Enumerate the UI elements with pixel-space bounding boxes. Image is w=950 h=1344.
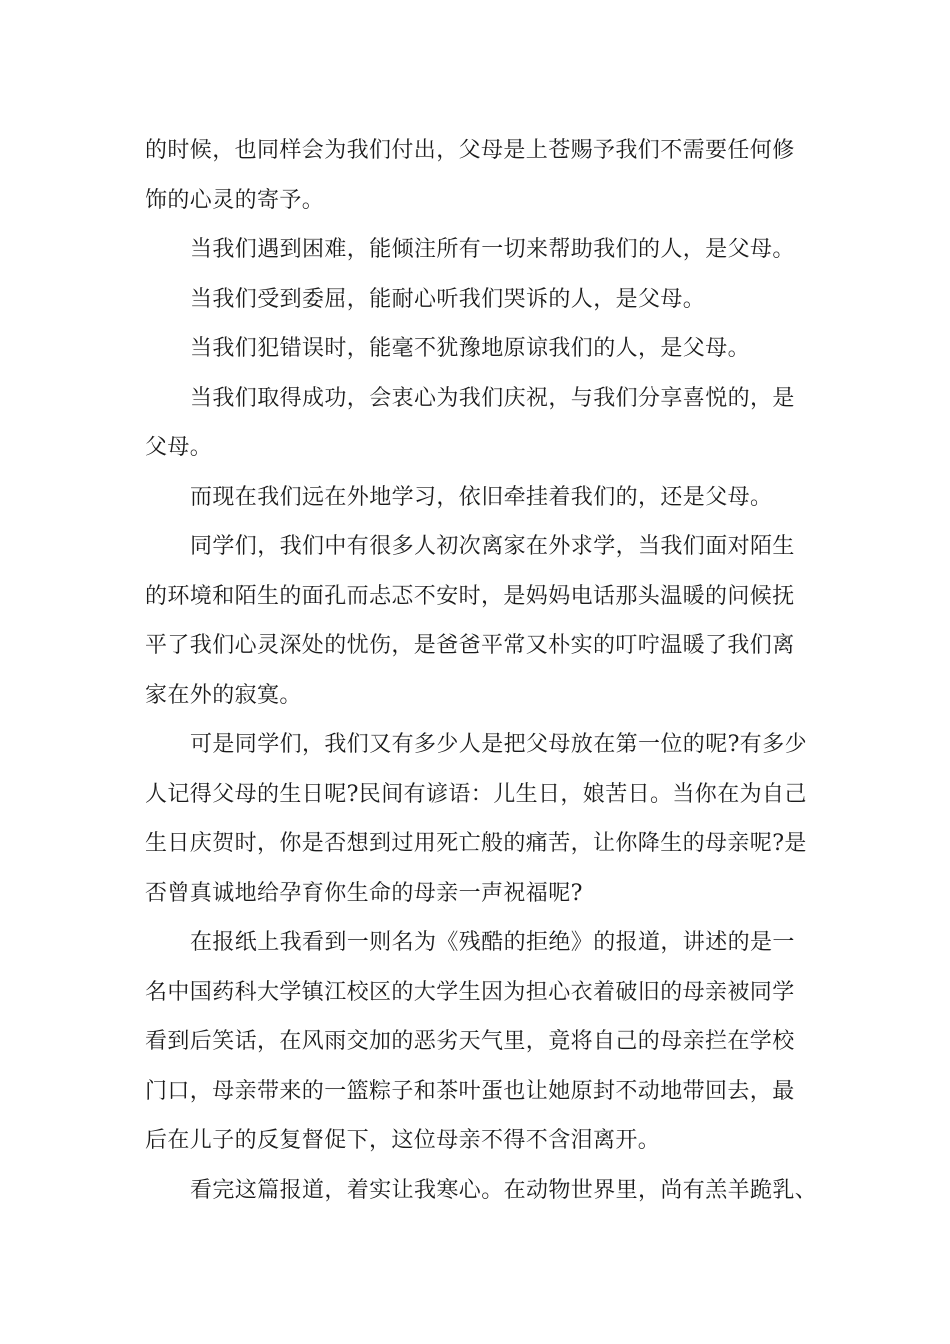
text-line: 家在外的寂寞。 (145, 682, 302, 708)
text-line: 当我们犯错误时，能毫不犹豫地原谅我们的人，是父母。 (190, 336, 751, 361)
text-line: 后在儿子的反复督促下，这位母亲不得不含泪离开。 (145, 1128, 661, 1153)
text-line: 人记得父母的生日呢?民间有谚语：儿生日，娘苦日。当你在为自己 (145, 781, 807, 807)
body-text (145, 126, 825, 1215)
text-line: 饰的心灵的寄予。 (145, 187, 325, 213)
text-line: 看到后笑话，在风雨交加的恶劣天气里，竟将自己的母亲拦在学校 (145, 1029, 795, 1054)
text-line: 而现在我们远在外地学习，依旧牵挂着我们的，还是父母。 (190, 484, 773, 510)
text-line: 当我们受到委屈，能耐心听我们哭诉的人，是父母。 (190, 286, 706, 312)
text-line: 看完这篇报道，着实让我寒心。在动物世界里，尚有羔羊跪乳、 (190, 1177, 818, 1203)
text-line: 可是同学们，我们又有多少人是把父母放在第一位的呢?有多少 (190, 732, 807, 757)
text-line: 否曾真诚地给孕育你生命的母亲一声祝福呢? (145, 880, 583, 906)
text-line: 生日庆贺时，你是否想到过用死亡般的痛苦，让你降生的母亲呢?是 (145, 831, 807, 856)
text-line: 父母。 (145, 435, 213, 460)
text-line: 同学们，我们中有很多人初次离家在外求学，当我们面对陌生 (190, 534, 795, 559)
text-line: 名中国药科大学镇江校区的大学生因为担心衣着破旧的母亲被同学 (145, 979, 795, 1005)
text-line: 门口，母亲带来的一篮粽子和茶叶蛋也让她原封不动地带回去，最 (145, 1078, 795, 1104)
text-line: 平了我们心灵深处的忧伤，是爸爸平常又朴实的叮咛温暖了我们离 (145, 633, 795, 658)
text-line: 当我们遇到困难，能倾注所有一切来帮助我们的人，是父母。 (190, 237, 795, 262)
text-line: 的环境和陌生的面孔而忐忑不安时，是妈妈电话那头温暖的问候抚 (145, 583, 795, 609)
text-line: 的时候，也同样会为我们付出，父母是上苍赐予我们不需要任何修 (145, 138, 795, 163)
text-line: 在报纸上我看到一则名为《残酷的拒绝》的报道，讲述的是一 (190, 930, 795, 955)
text-line: 当我们取得成功，会衷心为我们庆祝，与我们分享喜悦的，是 (190, 385, 795, 411)
